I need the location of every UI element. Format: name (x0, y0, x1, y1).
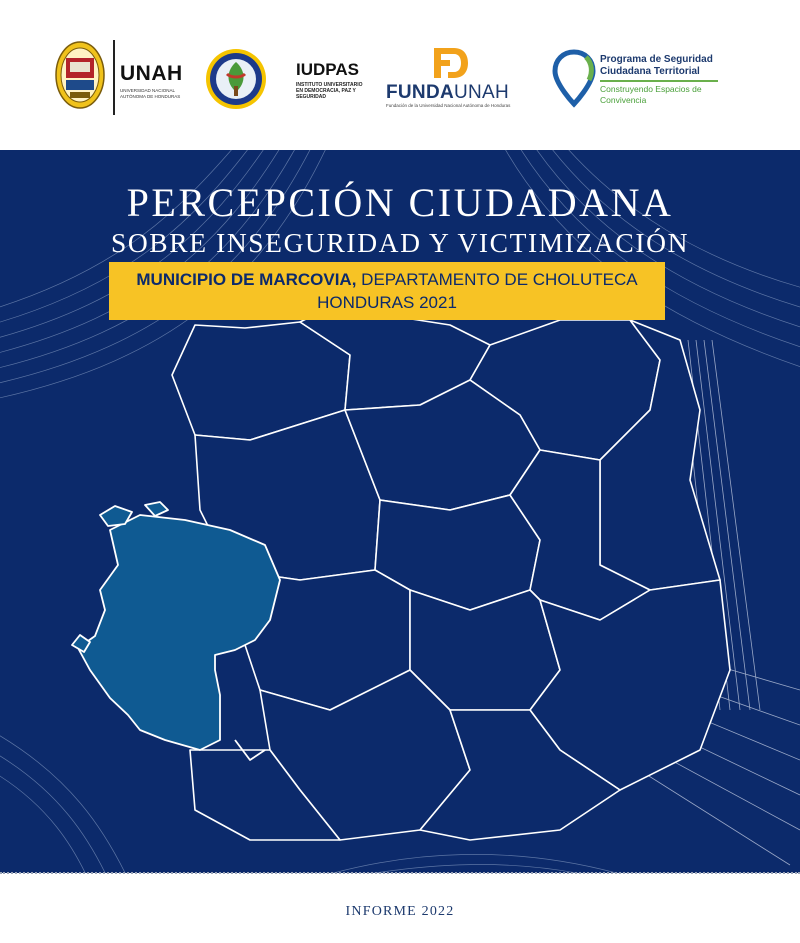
psct-logo-subtitle: Construyendo Espacios de Convivencia (600, 84, 702, 105)
unah-seal-icon (54, 40, 106, 110)
fundaunah-logo-subtitle: Fundación de la Universidad Nacional Autónoma de Honduras (386, 103, 511, 108)
department-map (0, 150, 800, 873)
dotted-rule (0, 872, 800, 874)
unah-coat-of-arms-icon (205, 48, 267, 110)
banner-line-2: HONDURAS 2021 (317, 293, 457, 312)
marcovia-highlight (78, 515, 280, 750)
iudpas-logo-subtitle: INSTITUTO UNIVERSITARIO EN DEMOCRACIA, PAZ Y SEGURIDAD (296, 82, 363, 100)
marcovia-municipality (72, 502, 280, 760)
location-pin-icon (552, 48, 596, 108)
cover-panel (0, 150, 800, 873)
unah-logo-subtitle: UNIVERSIDAD NACIONAL AUTÓNOMA DE HONDURAS (120, 88, 181, 99)
fundaunah-fd-icon (430, 44, 470, 82)
psct-logo-title: Programa de Seguridad Ciudadana Territorial (600, 54, 713, 77)
banner-department: DEPARTAMENTO DE CHOLUTECA (356, 270, 638, 289)
unah-logo-text: UNAH (120, 62, 183, 85)
logo-strip (0, 0, 800, 150)
banner-line-1 (109, 270, 665, 290)
municipality-banner (109, 262, 665, 320)
iudpas-logo-text: IUDPAS (296, 60, 359, 79)
cover-subtitle: SOBRE INSEGURIDAD Y VICTIMIZACIÓN (110, 227, 690, 258)
psct-rule (600, 80, 718, 82)
report-year-label: INFORME 2022 (345, 904, 455, 919)
banner-municipality: MUNICIPIO DE MARCOVIA, (136, 270, 357, 289)
logo-divider (113, 40, 115, 115)
fundaunah-logo-text: FUNDAUNAH (386, 82, 510, 103)
cover-title: PERCEPCIÓN CIUDADANA (126, 180, 674, 225)
